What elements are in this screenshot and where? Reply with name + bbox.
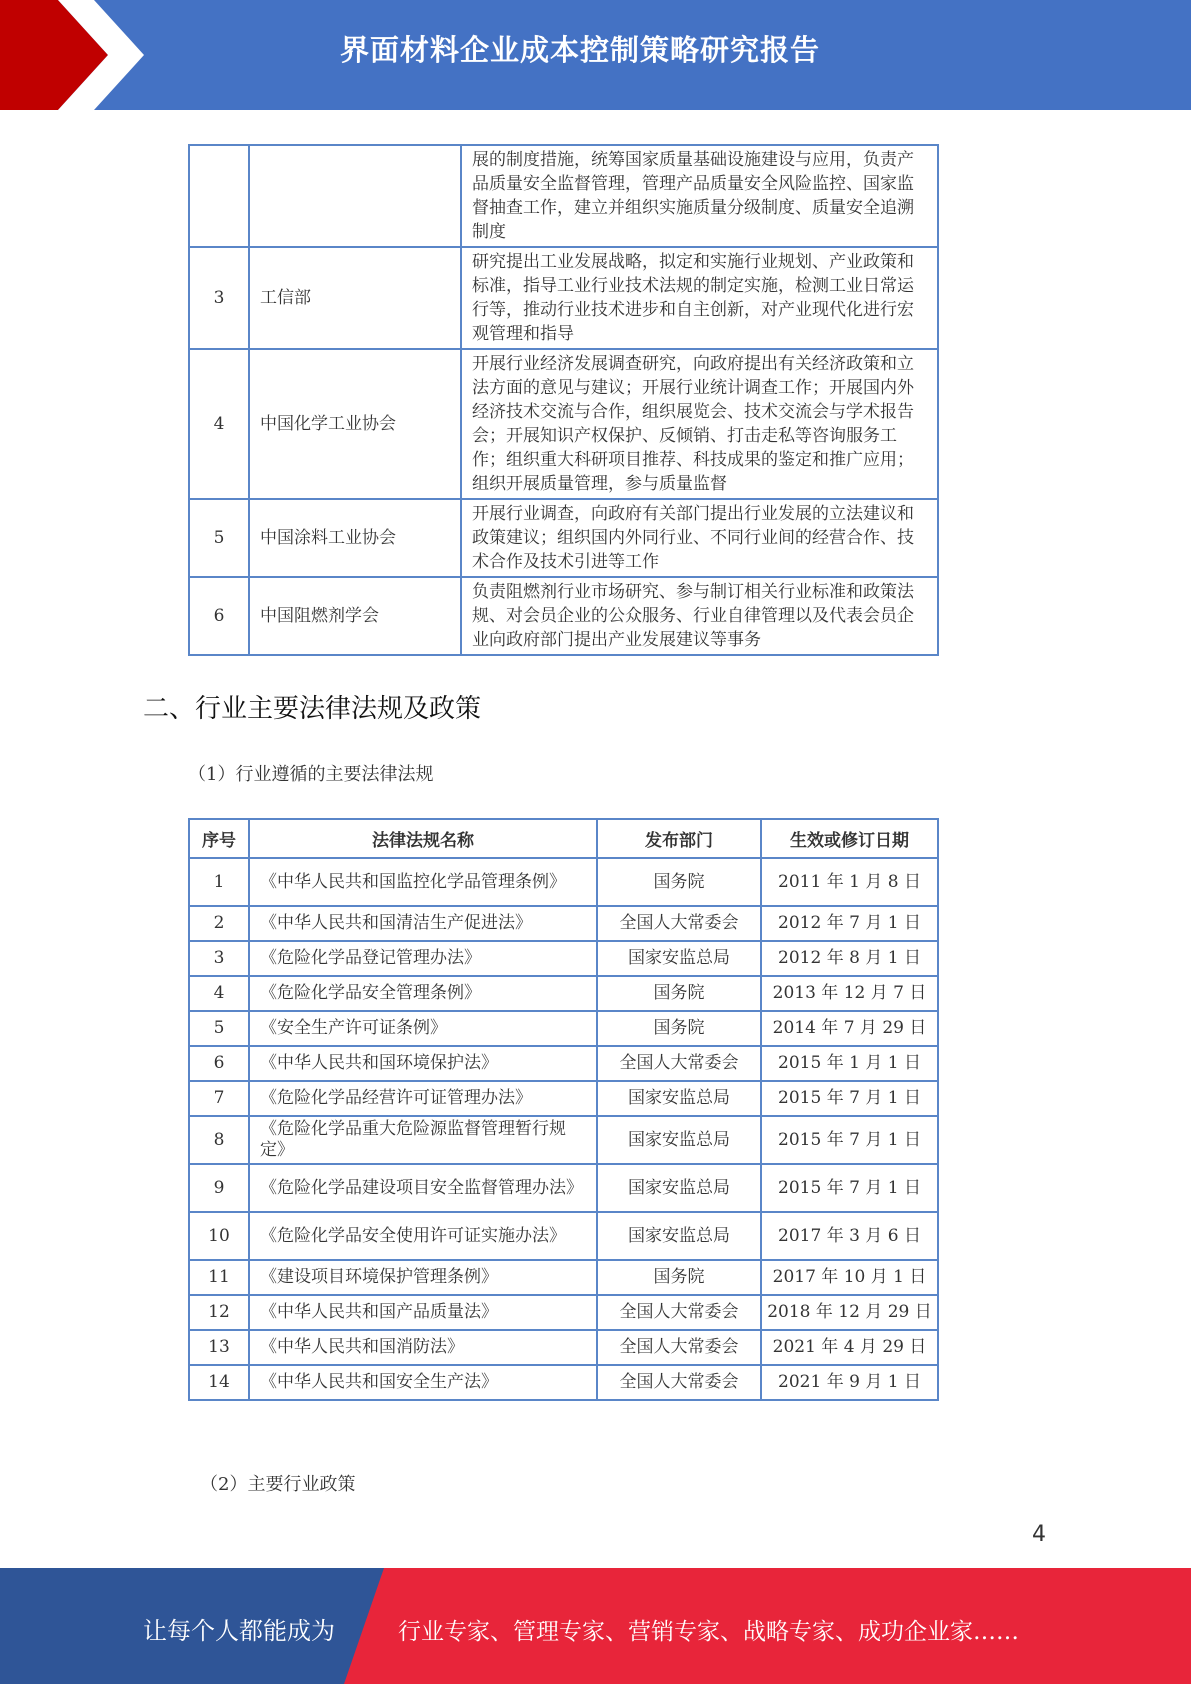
row-number: 5	[189, 1011, 249, 1046]
row-number: 6	[189, 1046, 249, 1081]
header-chevron-decoration	[0, 0, 150, 110]
row-number: 13	[189, 1330, 249, 1365]
law-name: 《中华人民共和国消防法》	[249, 1330, 597, 1365]
organization-table	[188, 144, 939, 656]
department: 国务院	[597, 858, 761, 906]
row-number: 2	[189, 906, 249, 941]
effective-date: 2015 年 7 月 1 日	[761, 1164, 938, 1212]
org-duty: 负责阻燃剂行业市场研究、参与制订相关行业标准和政策法规、对会员企业的公众服务、行业自律管理以及代表会员企业向政府部门提出产业发展建议等事务	[461, 577, 938, 655]
section-heading: 二、行业主要法律法规及政策	[143, 694, 482, 724]
law-name: 《中华人民共和国监控化学品管理条例》	[249, 858, 597, 906]
law-name: 《中华人民共和国安全生产法》	[249, 1365, 597, 1400]
subsection-laws: （1）行业遵循的主要法律法规	[188, 764, 434, 785]
org-name: 中国化学工业协会	[249, 349, 461, 499]
table-row	[189, 858, 938, 906]
col-header-number: 序号	[189, 819, 249, 858]
law-name: 《危险化学品安全管理条例》	[249, 976, 597, 1011]
department: 全国人大常委会	[597, 1330, 761, 1365]
law-name: 《建设项目环境保护管理条例》	[249, 1260, 597, 1295]
row-number: 7	[189, 1081, 249, 1116]
table-header-row	[189, 819, 938, 858]
law-name: 《危险化学品经营许可证管理办法》	[249, 1081, 597, 1116]
law-name: 《中华人民共和国环境保护法》	[249, 1046, 597, 1081]
footer-slogan-right: 行业专家、管理专家、营销专家、战略专家、成功企业家……	[398, 1619, 1019, 1645]
department: 国家安监总局	[597, 1116, 761, 1164]
department: 国务院	[597, 1011, 761, 1046]
department: 全国人大常委会	[597, 1295, 761, 1330]
org-duty: 开展行业经济发展调查研究，向政府提出有关经济政策和立法方面的意见与建议；开展行业统计调查工作；开展国内外经济技术交流与合作，组织展览会、技术交流会与学术报告会；开展知识产权保护、反倾销、打击走私等咨询服务工作；组织重大科研项目推荐、科技成果的鉴定和推广应用；组织开展质量管理，参与质量监督	[461, 349, 938, 499]
effective-date: 2015 年 7 月 1 日	[761, 1116, 938, 1164]
effective-date: 2017 年 3 月 6 日	[761, 1212, 938, 1260]
effective-date: 2015 年 7 月 1 日	[761, 1081, 938, 1116]
table-row	[189, 145, 938, 247]
department: 国家安监总局	[597, 1164, 761, 1212]
org-name: 中国涂料工业协会	[249, 499, 461, 577]
row-number: 3	[189, 247, 249, 349]
table-row	[189, 247, 938, 349]
row-number	[189, 145, 249, 247]
row-number: 4	[189, 976, 249, 1011]
law-name: 《中华人民共和国清洁生产促进法》	[249, 906, 597, 941]
row-number: 4	[189, 349, 249, 499]
table-row	[189, 976, 938, 1011]
org-duty: 开展行业调查，向政府有关部门提出行业发展的立法建议和政策建议；组织国内外同行业、不同行业间的经营合作、技术合作及技术引进等工作	[461, 499, 938, 577]
department: 国家安监总局	[597, 1081, 761, 1116]
table-row	[189, 1011, 938, 1046]
law-name: 《危险化学品重大危险源监督管理暂行规定》	[249, 1116, 597, 1164]
table-row	[189, 1365, 938, 1400]
page-header	[0, 0, 1191, 110]
department: 全国人大常委会	[597, 906, 761, 941]
table-row	[189, 1164, 938, 1212]
table-row	[189, 349, 938, 499]
department: 国务院	[597, 976, 761, 1011]
row-number: 10	[189, 1212, 249, 1260]
law-name: 《安全生产许可证条例》	[249, 1011, 597, 1046]
org-name: 工信部	[249, 247, 461, 349]
table-row	[189, 906, 938, 941]
table-row	[189, 1212, 938, 1260]
col-header-law-name: 法律法规名称	[249, 819, 597, 858]
effective-date: 2021 年 9 月 1 日	[761, 1365, 938, 1400]
table-row	[189, 1295, 938, 1330]
effective-date: 2012 年 7 月 1 日	[761, 906, 938, 941]
effective-date: 2017 年 10 月 1 日	[761, 1260, 938, 1295]
department: 国家安监总局	[597, 941, 761, 976]
table-row	[189, 941, 938, 976]
table-row	[189, 1330, 938, 1365]
org-duty: 研究提出工业发展战略，拟定和实施行业规划、产业政策和标准，指导工业行业技术法规的制定实施，检测工业日常运行等，推动行业技术进步和自主创新，对产业现代化进行宏观管理和指导	[461, 247, 938, 349]
org-duty: 展的制度措施，统筹国家质量基础设施建设与应用，负责产品质量安全监督管理，管理产品质量安全风险监控、国家监督抽查工作，建立并组织实施质量分级制度、质量安全追溯制度	[461, 145, 938, 247]
row-number: 11	[189, 1260, 249, 1295]
law-name: 《危险化学品登记管理办法》	[249, 941, 597, 976]
org-name: 中国阻燃剂学会	[249, 577, 461, 655]
department: 全国人大常委会	[597, 1046, 761, 1081]
effective-date: 2012 年 8 月 1 日	[761, 941, 938, 976]
row-number: 12	[189, 1295, 249, 1330]
row-number: 14	[189, 1365, 249, 1400]
org-name	[249, 145, 461, 247]
row-number: 1	[189, 858, 249, 906]
law-name: 《危险化学品安全使用许可证实施办法》	[249, 1212, 597, 1260]
subsection-policies: （2）主要行业政策	[200, 1474, 356, 1495]
department: 国家安监总局	[597, 1212, 761, 1260]
department: 全国人大常委会	[597, 1365, 761, 1400]
table-row	[189, 1046, 938, 1081]
col-header-department: 发布部门	[597, 819, 761, 858]
page-footer	[0, 1568, 1191, 1684]
effective-date: 2015 年 1 月 1 日	[761, 1046, 938, 1081]
table-row	[189, 1081, 938, 1116]
row-number: 3	[189, 941, 249, 976]
effective-date: 2014 年 7 月 29 日	[761, 1011, 938, 1046]
table-row	[189, 499, 938, 577]
row-number: 9	[189, 1164, 249, 1212]
law-name: 《危险化学品建设项目安全监督管理办法》	[249, 1164, 597, 1212]
row-number: 8	[189, 1116, 249, 1164]
table-row	[189, 577, 938, 655]
col-header-effective-date: 生效或修订日期	[761, 819, 938, 858]
report-title: 界面材料企业成本控制策略研究报告	[340, 33, 821, 67]
department: 国务院	[597, 1260, 761, 1295]
law-name: 《中华人民共和国产品质量法》	[249, 1295, 597, 1330]
footer-slogan-left: 让每个人都能成为	[143, 1617, 335, 1645]
row-number: 6	[189, 577, 249, 655]
page-number: 4	[1032, 1522, 1046, 1547]
table-row	[189, 1260, 938, 1295]
effective-date: 2011 年 1 月 8 日	[761, 858, 938, 906]
row-number: 5	[189, 499, 249, 577]
table-row	[189, 1116, 938, 1164]
effective-date: 2018 年 12 月 29 日	[761, 1295, 938, 1330]
effective-date: 2021 年 4 月 29 日	[761, 1330, 938, 1365]
laws-table	[188, 818, 939, 1401]
effective-date: 2013 年 12 月 7 日	[761, 976, 938, 1011]
